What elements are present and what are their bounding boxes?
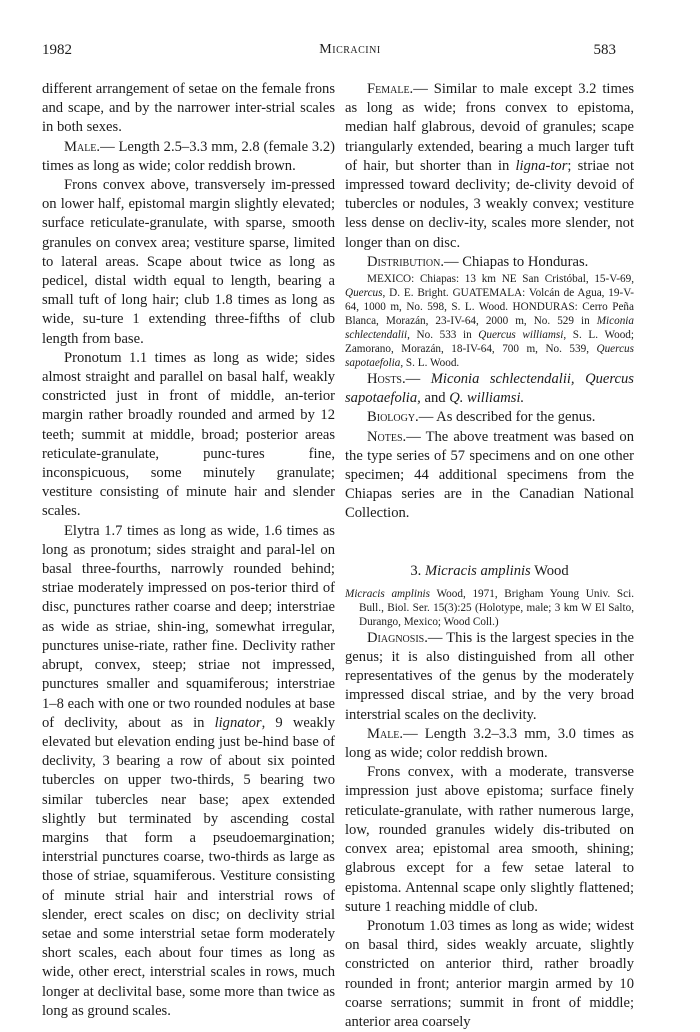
pronotum-description: Pronotum 1.1 times as long as wide; sides almost straight and parallel on basal half, weakly constricted just in front of middle, an-terior margin rather broadly rounded and armed by 12 teeth; summit at middle, broad; posterior areas reticulate-granulate, punc-tures fine, inconspicuous, some minutely granulate; vestiture consisting of minute hair and slender scales.	[42, 349, 335, 520]
specimens-text-b: , D. E. Bright. GUATEMALA: Volcán de Agua, 19-V-64, 1000 m, No. 598, S. L. Wood. HONDURAS: Cerro Peña Blanca, Morazán, 23-IV-64, 2000 m, No. 529 in	[345, 287, 634, 328]
hosts	[345, 370, 634, 408]
specimens-host-quercus-sapotaefolia: Quercus sapotaefolia	[345, 343, 634, 370]
header-year: 1982	[42, 42, 72, 58]
distribution-label: Distribution.	[367, 253, 444, 270]
distribution	[345, 253, 634, 272]
species-author: Wood	[530, 562, 569, 579]
species-name: Micracis amplinis	[424, 562, 531, 579]
header-title: Micracini	[319, 42, 381, 57]
citation-species: Micracis amplinis	[345, 587, 431, 600]
diagnosis-label: Diagnosis.	[367, 629, 428, 646]
notes-label: Notes.	[367, 428, 407, 445]
elytra-description	[42, 522, 335, 1021]
section-spacer	[345, 524, 634, 562]
biology-text: — As described for the genus.	[418, 409, 596, 426]
female-text-b: ; striae not impressed toward declivity; de-clivity devoid of tubercles or nodules, 3 weakly convex; vestiture less dense on decliv-ity, scales more slender, not longer than on disc.	[345, 157, 635, 251]
specimens-host-miconia: Miconia schlectendalii	[345, 315, 634, 342]
species-citation	[345, 587, 634, 629]
biology-label: Biology.	[367, 409, 419, 426]
pronotum-description-amplinis: Pronotum 1.03 times as long as wide; widest on basal third, sides weakly arcuate, slightly constricted on anterior third, rather broadly rounded in front; anterior margin armed by 10 coarse serrations; summit in front of middle; anterior area coarsely	[345, 917, 634, 1030]
specimens-host-quercus: Quercus	[345, 287, 383, 300]
citation-text: Wood, 1971, Brigham Young Univ. Sci. Bull., Biol. Ser. 15(3):25 (Holotype, male; 3 km W El Salto, Durango, Mexico; Wood Coll.)	[359, 587, 634, 628]
hosts-label: Hosts.	[367, 371, 406, 388]
notes	[345, 428, 634, 524]
diagnosis-text: — This is the largest species in the genus; it is also distinguished from all other representatives of the genus by the moderately impressed discal striae, and by the very broad interstrial scales on the declivity.	[345, 629, 634, 723]
female-description	[345, 80, 634, 253]
specimens-text-e: , S. L. Wood.	[400, 357, 460, 370]
distribution-text: — Chiapas to Honduras.	[443, 253, 589, 270]
specimen-records	[345, 272, 634, 370]
frons-description: Frons convex above, transversely im-pressed on lower half, epistomal margin slightly elevated; surface reticulate-granulate, with sparse, smooth granules on convex area; vestiture sparse, limited to lateral areas. Scape about twice as long as pedicel, distal width equal to length, bearing a small tuft of long hair; club 1.8 times as long as wide, su-ture 1 extending three-fifths of club length from base.	[42, 177, 335, 347]
male-description-amplinis	[345, 725, 634, 763]
hosts-dash: —	[405, 371, 431, 388]
male-label: Male.	[64, 138, 101, 155]
specimens-text-a: MEXICO: Chiapas: 13 km NE San Cristóbal, 15-V-69,	[367, 273, 634, 286]
hosts-species-b: Q. williamsi.	[449, 390, 525, 407]
elytra-text-b: , 9 weakly elevated but elevation ending just be-hind base of declivity, 3 bearing a row of about six pointed tubercles on upper two-thirds, 5 bearing two similar tubercles near base; apex extended slightly but terminated by ascending costal margins that form a pseudoemargination; interstrial punctures coarse, two-thirds as large as those of striae, squamiferous. Vestiture consisting of minute strial hair and interstrial rows of slender, erect scales on disc; on declivity strial setae and some interstrial setae form moderately short scales, each about four times as long as wide, other erect, interstrial scales in rows, much longer at declivital base, some more than twice as long as ground scales.	[42, 714, 335, 1019]
elytra-species-ref: lignator	[214, 714, 262, 731]
right-column	[345, 80, 634, 1032]
hosts-and: and	[420, 390, 450, 407]
male-label-amplinis: Male.	[367, 725, 404, 742]
diagnosis	[345, 629, 634, 725]
notes-text: — The above treatment was based on the type series of 57 specimens and on one other specimen; 44 additional specimens from the Chiapas series are in the Canadian National Collection.	[345, 428, 634, 522]
specimens-text-d: , S. L. Wood; Zamorano, Morazán, 18-IV-64, 700 m, No. 539,	[345, 329, 634, 356]
frons-description-amplinis: Frons convex, with a moderate, transverse impression just above epistoma; surface finely reticulate-granulate, with rather numerous large, low, rounded granules widely dis-tributed on convex area; epistomal area smooth, shining; glabrous except for a few setae lateral to epistoma. Antennal scape only slightly flattened; suture 1 reaching middle of club.	[345, 764, 634, 915]
hosts-species-a: Miconia schlectendalii, Quercus sapotaefolia,	[345, 371, 634, 407]
male-text-amplinis: — Length 3.2–3.3 mm, 3.0 times as long as wide; color reddish brown.	[345, 725, 634, 762]
specimens-host-quercus-williamsi: Quercus williamsi	[478, 329, 564, 342]
specimens-text-c: , No. 533 in	[407, 329, 479, 342]
elytra-text-a: Elytra 1.7 times as long as wide, 1.6 times as long as pronotum; sides straight and paral-lel on basal three-fourths, narrowly rounded behind; striae moderately impressed on pos-terior third of disc, punctures rather coarse and deep; interstriae as wide as striae, shin-ing, somewhat irregular, punctures unise-riate, rather fine. Declivity rather abrupt, convex, steep; striae not impressed, punctures smaller and squamiferous; interstriae 1–8 each with one or two rounded nodules at base of declivity, about as in	[42, 522, 335, 731]
left-column	[42, 80, 335, 1021]
female-species-ref: ligna-tor	[515, 157, 568, 174]
female-label: Female.	[367, 81, 414, 97]
paragraph-continuation: different arrangement of setae on the female frons and scape, and by the narrower inter-strial scales in both sexes.	[42, 81, 335, 136]
female-text-a: — Similar to male except 3.2 times as long as wide; frons convex to epistoma, median half glabrous, devoid of granules; scape triangularly extended, bearing a much larger tuft of hair, but shorter than in	[345, 81, 634, 174]
biology	[345, 408, 634, 427]
male-description	[42, 138, 335, 176]
species-number: 3.	[410, 562, 425, 579]
header-page-number: 583	[593, 42, 616, 58]
male-text: — Length 2.5–3.3 mm, 2.8 (female 3.2) times as long as wide; color reddish brown.	[42, 138, 335, 174]
species-heading	[345, 562, 634, 581]
